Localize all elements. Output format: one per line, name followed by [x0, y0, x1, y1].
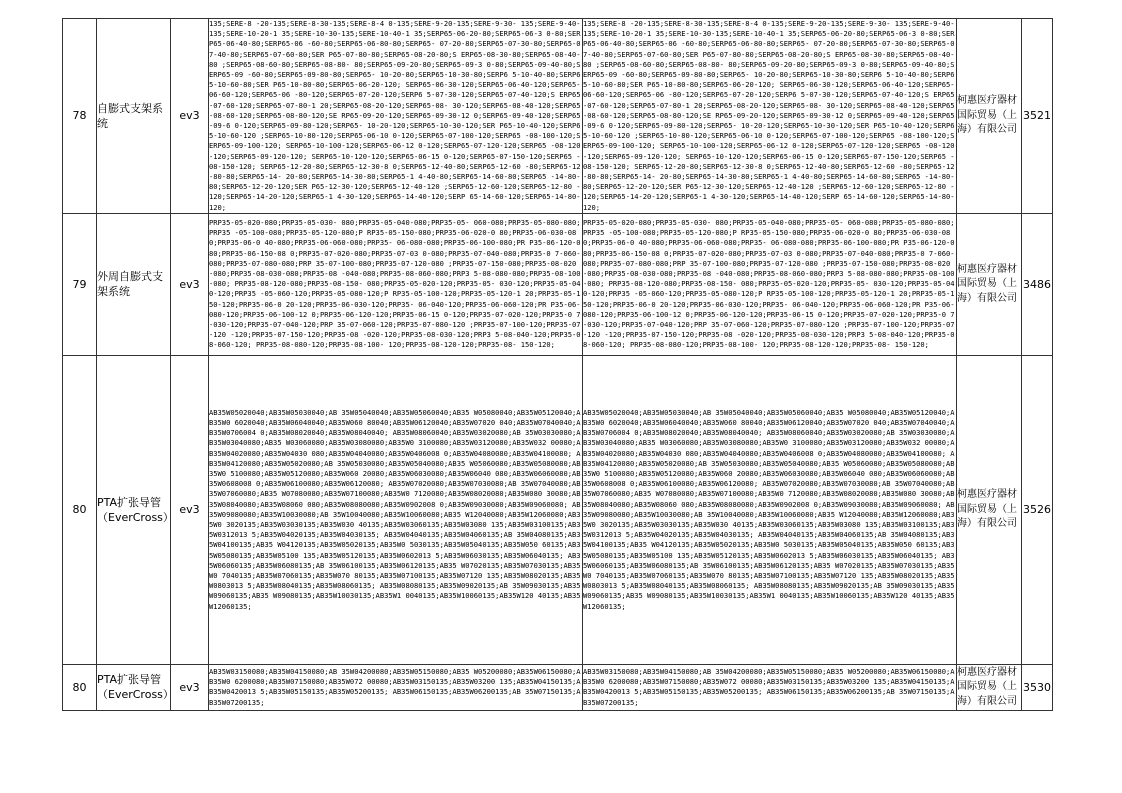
spec-text: PRP35-05-020-080;PRP35-05-030- 080;PRP35-05-040-080;PRP35-05- 060-080;PRP35-05-080-080;PRP35 -05-100-080;PRP35-05-120-080;P RP35-05-150-080;PRP35-06-020-0 80;PRP35-06-030-080;PRP35-06-0 40-080;PRP35-06-060-080;PRP35- 06-080-080;PRP35-06-100-080;PR P35-06-120-080;PRP35-06-150-08 0;PRP35-07-020-080;PRP35-07-03 0-080;PRP35-07-040-080;PRP35-0 7-060-080;PRP35-07-080-080;PRP 35-07-100-080;PRP35-07-120-080 ;PRP35-07-150-080;PRP35-08-020 -080;PRP35-08-030-080;PRP35-08 -040-080;PRP35-08-060-080;PRP3 5-08-080-080;PRP35-08-100-080; PRP35-08-120-080;PRP35-08-150- 080;PRP35-05-020-120;PRP35-05- 030-120;PRP35-05-040-120;PRP35 -05-060-120;PRP35-05-080-120;P RP35-05-100-120;PRP35-05-120-1 20;PRP35-05-150-120;PRP35-06-0 20-120;PRP35-06-030-120;PRP35- 06-040-120;PRP35-06-060-120;PR P35-06-080-120;PRP35-06-100-12 0;PRP35-06-120-120;PRP35-06-15 0-120;PRP35-07-020-120;PRP35-0 7-030-120;PRP35-07-040-120;PRP 35-07-060-120;PRP35-07-080-120 ;PRP35-07-100-120;PRP35-07-120 -120;PRP35-07-150-120;PRP35-08 -020-120;PRP35-08-030-120;PRP3 5-08-040-120;PRP35-08-060-120; PRP35-08-080-120;PRP35-08-100- 120;PRP35-08-120-120;PRP35-08- 150-120; [209, 218, 581, 350]
spec-text: AB35W05020040;AB35W05030040;AB 35W05040040;AB35W05060040;AB35 W05080040;AB35W05120040;AB35W0 6020040;AB35W06040040;AB35W060 80040;AB35W06120040;AB35W07020 040;AB35W07040040;AB35W0706004 0;AB35W08020040;AB35W08040040; AB35W08060040;AB35W03020080;AB 35W03030080;AB35W03040080;AB35 W03060080;AB35W03080080;AB35W0 3100080;AB35W03120080;AB35W032 00080;AB35W04020080;AB35W04030 080;AB35W04040080;AB35W0406008 0;AB35W04080080;AB35W04100080; AB35W04120080;AB35W05020080;AB 35W05030080;AB35W05040080;AB35 W05060080;AB35W05080080;AB35W0 5100080;AB35W05120080;AB35W060 20080;AB35W06030080;AB35W06040 080;AB35W06060080;AB35W0608008 0;AB35W06100080;AB35W06120080; AB35W07020080;AB35W07030080;AB 35W07040080;AB35W07060080;AB35 W07080080;AB35W07100080;AB35W0 7120080;AB35W08020080;AB35W080 30080;AB35W08040080;AB35W08060 080;AB35W08080080;AB35W0902008 0;AB35W09030080;AB35W09060080; AB35W09080080;AB35W10030080;AB 35W10040080;AB35W10060080;AB35 W12040080;AB35W12060080;AB35W0 3020135;AB35W03030135;AB35W030 40135;AB35W03060135;AB35W03080 135;AB35W03100135;AB35W0312013 5;AB35W04020135;AB35W04030135; AB35W04040135;AB35W04060135;AB 35W04080135;AB35W04100135;AB35 W04120135;AB35W05020135;AB35W0 5030135;AB35W05040135;AB35W050 60135;AB35W05080135;AB35W05100 135;AB35W05120135;AB35W0602013 5;AB35W06030135;AB35W06040135; AB35W06060135;AB35W06080135;AB 35W06100135;AB35W06120135;AB35 W07020135;AB35W07030135;AB35W0 7040135;AB35W07060135;AB35W070 80135;AB35W07100135;AB35W07120 135;AB35W08020135;AB35W0803013 5;AB35W08040135;AB35W08060135; AB35W08080135;AB35W09020135;AB 35W09030135;AB35W09060135;AB35 W09080135;AB35W10030135;AB35W1 0040135;AB35W10060135;AB35W120 40135;AB35W12060135; [583, 407, 955, 611]
company-name: 柯惠医疗器材国际贸易（上海）有限公司 [957, 664, 1022, 710]
company-name: 柯惠医疗器材国际贸易（上海）有限公司 [957, 19, 1022, 214]
company-name: 柯惠医疗器材国际贸易（上海）有限公司 [957, 355, 1022, 664]
model-code: ev3 [171, 664, 209, 710]
spec-list [209, 19, 583, 214]
row-number: 80 [63, 355, 97, 664]
product-name: PTA扩张导管（EverCross） [97, 664, 171, 710]
product-name: 外周自膨式支架系统 [97, 213, 171, 355]
registration-number: 3530 [1022, 664, 1053, 710]
spec-text: 135;SERE-8 -20-135;SERE-8-30-135;SERE-8-4 0-135;SERE-9-20-135;SERE-9-30- 135;SERE-9-40-135;SERE-10-20-1 35;SERE-10-30-135;SERE-10-40-1 35;SERP65-06-20-80;SERP65-06-3 0-80;SERP65-06-40-80;SERP65-06 -60-80;SERP65-06-80-80;SERP65- 07-20-80;SERP65-07-30-80;SERP65-07-40-80;SERP65-07-60-80;SER P65-07-80-80;SERP65-08-20-80;S ERP65-08-30-80;SERP65-08-40-80 ;SERP65-08-60-80;SERP65-08-80- 80;SERP65-09-20-80;SERP65-09-3 0-80;SERP65-09-40-80;SERP65-09 -60-80;SERP65-09-80-80;SERP65- 10-20-80;SERP65-10-30-80;SERP6 5-10-40-80;SERP65-10-60-80;SER P65-10-80-80;SERP65-06-20-120; SERP65-06-30-120;SERP65-06-40-120;SERP65-06-60-120;SERP65-06 -80-120;SERP65-07-20-120;SERP6 5-07-30-120;SERP65-07-40-120;S ERP65-07-60-120;SERP65-07-80-1 20;SERP65-08-20-120;SERP65-08- 30-120;SERP65-08-40-120;SERP65 -08-60-120;SERP65-08-80-120;SE RP65-09-20-120;SERP65-09-30-12 0;SERP65-09-40-120;SERP65-09-6 0-120;SERP65-09-80-120;SERP65- 10-20-120;SERP65-10-30-120;SER P65-10-40-120;SERP65-10-60-120 ;SERP65-10-80-120;SERP65-06-10 0-120;SERP65-07-100-120;SERP65 -08-100-120;SERP65-09-100-120; SERP65-10-100-120;SERP65-06-12 0-120;SERP65-07-120-120;SERP65 -08-120-120;SERP65-09-120-120; SERP65-10-120-120;SERP65-06-15 0-120;SERP65-07-150-120;SERP65 -08-150-120; SERP65-12-20-80;SERP65-12-30-8 0;SERP65-12-40-80;SERP65-12-60 -80;SERP65-12-80-80;SERP65-14- 20-80;SERP65-14-30-80;SERP65-1 4-40-80;SERP65-14-60-80;SERP65 -14-80-80;SERP65-12-20-120;SER P65-12-30-120;SERP65-12-40-120 ;SERP65-12-60-120;SERP65-12-80 -120;SERP65-14-20-120;SERP65-1 4-30-120;SERP65-14-40-120;SERP 65-14-60-120;SERP65-14-80-120; [209, 19, 581, 212]
table-row [63, 19, 1053, 214]
row-number: 80 [63, 664, 97, 710]
table-row [63, 355, 1053, 664]
spec-list-repeat [583, 664, 957, 710]
device-registry-table [62, 18, 1053, 711]
spec-text: AB35W05020040;AB35W05030040;AB 35W05040040;AB35W05060040;AB35 W05080040;AB35W05120040;AB35W0 6020040;AB35W06040040;AB35W060 80040;AB35W06120040;AB35W07020 040;AB35W07040040;AB35W0706004 0;AB35W08020040;AB35W08040040; AB35W08060040;AB35W03020080;AB 35W03030080;AB35W03040080;AB35 W03060080;AB35W03080080;AB35W0 3100080;AB35W03120080;AB35W032 00080;AB35W04020080;AB35W04030 080;AB35W04040080;AB35W0406008 0;AB35W04080080;AB35W04100080; AB35W04120080;AB35W05020080;AB 35W05030080;AB35W05040080;AB35 W05060080;AB35W05080080;AB35W0 5100080;AB35W05120080;AB35W060 20080;AB35W06030080;AB35W06040 080;AB35W06060080;AB35W0608008 0;AB35W06100080;AB35W06120080; AB35W07020080;AB35W07030080;AB 35W07040080;AB35W07060080;AB35 W07080080;AB35W07100080;AB35W0 7120080;AB35W08020080;AB35W080 30080;AB35W08040080;AB35W08060 080;AB35W08080080;AB35W0902008 0;AB35W09030080;AB35W09060080; AB35W09080080;AB35W10030080;AB 35W10040080;AB35W10060080;AB35 W12040080;AB35W12060080;AB35W0 3020135;AB35W03030135;AB35W030 40135;AB35W03060135;AB35W03080 135;AB35W03100135;AB35W0312013 5;AB35W04020135;AB35W04030135; AB35W04040135;AB35W04060135;AB 35W04080135;AB35W04100135;AB35 W04120135;AB35W05020135;AB35W0 5030135;AB35W05040135;AB35W050 60135;AB35W05080135;AB35W05100 135;AB35W05120135;AB35W0602013 5;AB35W06030135;AB35W06040135; AB35W06060135;AB35W06080135;AB 35W06100135;AB35W06120135;AB35 W07020135;AB35W07030135;AB35W0 7040135;AB35W07060135;AB35W070 80135;AB35W07100135;AB35W07120 135;AB35W08020135;AB35W0803013 5;AB35W08040135;AB35W08060135; AB35W08080135;AB35W09020135;AB 35W09030135;AB35W09060135;AB35 W09080135;AB35W10030135;AB35W1 0040135;AB35W10060135;AB35W120 40135;AB35W12060135; [209, 407, 581, 611]
model-code: ev3 [171, 355, 209, 664]
spec-list [209, 355, 583, 664]
table-row [63, 213, 1053, 355]
spec-text: 135;SERE-8 -20-135;SERE-8-30-135;SERE-8-4 0-135;SERE-9-20-135;SERE-9-30- 135;SERE-9-40-135;SERE-10-20-1 35;SERE-10-30-135;SERE-10-40-1 35;SERP65-06-20-80;SERP65-06-3 0-80;SERP65-06-40-80;SERP65-06 -60-80;SERP65-06-80-80;SERP65- 07-20-80;SERP65-07-30-80;SERP65-07-40-80;SERP65-07-60-80;SER P65-07-80-80;SERP65-08-20-80;S ERP65-08-30-80;SERP65-08-40-80 ;SERP65-08-60-80;SERP65-08-80- 80;SERP65-09-20-80;SERP65-09-3 0-80;SERP65-09-40-80;SERP65-09 -60-80;SERP65-09-80-80;SERP65- 10-20-80;SERP65-10-30-80;SERP6 5-10-40-80;SERP65-10-60-80;SER P65-10-80-80;SERP65-06-20-120; SERP65-06-30-120;SERP65-06-40-120;SERP65-06-60-120;SERP65-06 -80-120;SERP65-07-20-120;SERP6 5-07-30-120;SERP65-07-40-120;S ERP65-07-60-120;SERP65-07-80-1 20;SERP65-08-20-120;SERP65-08- 30-120;SERP65-08-40-120;SERP65 -08-60-120;SERP65-08-80-120;SE RP65-09-20-120;SERP65-09-30-12 0;SERP65-09-40-120;SERP65-09-6 0-120;SERP65-09-80-120;SERP65- 10-20-120;SERP65-10-30-120;SER P65-10-40-120;SERP65-10-60-120 ;SERP65-10-80-120;SERP65-06-10 0-120;SERP65-07-100-120;SERP65 -08-100-120;SERP65-09-100-120; SERP65-10-100-120;SERP65-06-12 0-120;SERP65-07-120-120;SERP65 -08-120-120;SERP65-09-120-120; SERP65-10-120-120;SERP65-06-15 0-120;SERP65-07-150-120;SERP65 -08-150-120; SERP65-12-20-80;SERP65-12-30-8 0;SERP65-12-40-80;SERP65-12-60 -80;SERP65-12-80-80;SERP65-14- 20-80;SERP65-14-30-80;SERP65-1 4-40-80;SERP65-14-60-80;SERP65 -14-80-80;SERP65-12-20-120;SER P65-12-30-120;SERP65-12-40-120 ;SERP65-12-60-120;SERP65-12-80 -120;SERP65-14-20-120;SERP65-1 4-30-120;SERP65-14-40-120;SERP 65-14-60-120;SERP65-14-80-120; [583, 19, 955, 212]
registration-number: 3521 [1022, 19, 1053, 214]
table-row [63, 664, 1053, 710]
model-code: ev3 [171, 19, 209, 214]
spec-text: AB35W03150080;AB35W04150080;AB 35W04200080;AB35W05150080;AB35 W05200080;AB35W06150080;AB35W0 6200080;AB35W07150080;AB35W072 00080;AB35W03150135;AB35W03200 135;AB35W04150135;AB35W0420013 5;AB35W05150135;AB35W05200135; AB35W06150135;AB35W06200135;AB 35W07150135;AB35W07200135; [209, 666, 581, 707]
row-number: 79 [63, 213, 97, 355]
product-name: PTA扩张导管（EverCross） [97, 355, 171, 664]
product-name: 自膨式支架系统 [97, 19, 171, 214]
registration-number: 3486 [1022, 213, 1053, 355]
spec-list [209, 213, 583, 355]
row-number: 78 [63, 19, 97, 214]
spec-list [209, 664, 583, 710]
spec-list-repeat [583, 213, 957, 355]
spec-list-repeat [583, 355, 957, 664]
spec-text: AB35W03150080;AB35W04150080;AB 35W04200080;AB35W05150080;AB35 W05200080;AB35W06150080;AB35W0 6200080;AB35W07150080;AB35W072 00080;AB35W03150135;AB35W03200 135;AB35W04150135;AB35W0420013 5;AB35W05150135;AB35W05200135; AB35W06150135;AB35W06200135;AB 35W07150135;AB35W07200135; [583, 666, 955, 707]
spec-list-repeat [583, 19, 957, 214]
spec-text: PRP35-05-020-080;PRP35-05-030- 080;PRP35-05-040-080;PRP35-05- 060-080;PRP35-05-080-080;PRP35 -05-100-080;PRP35-05-120-080;P RP35-05-150-080;PRP35-06-020-0 80;PRP35-06-030-080;PRP35-06-0 40-080;PRP35-06-060-080;PRP35- 06-080-080;PRP35-06-100-080;PR P35-06-120-080;PRP35-06-150-08 0;PRP35-07-020-080;PRP35-07-03 0-080;PRP35-07-040-080;PRP35-0 7-060-080;PRP35-07-080-080;PRP 35-07-100-080;PRP35-07-120-080 ;PRP35-07-150-080;PRP35-08-020 -080;PRP35-08-030-080;PRP35-08 -040-080;PRP35-08-060-080;PRP3 5-08-080-080;PRP35-08-100-080; PRP35-08-120-080;PRP35-08-150- 080;PRP35-05-020-120;PRP35-05- 030-120;PRP35-05-040-120;PRP35 -05-060-120;PRP35-05-080-120;P RP35-05-100-120;PRP35-05-120-1 20;PRP35-05-150-120;PRP35-06-0 20-120;PRP35-06-030-120;PRP35- 06-040-120;PRP35-06-060-120;PR P35-06-080-120;PRP35-06-100-12 0;PRP35-06-120-120;PRP35-06-15 0-120;PRP35-07-020-120;PRP35-0 7-030-120;PRP35-07-040-120;PRP 35-07-060-120;PRP35-07-080-120 ;PRP35-07-100-120;PRP35-07-120 -120;PRP35-07-150-120;PRP35-08 -020-120;PRP35-08-030-120;PRP3 5-08-040-120;PRP35-08-060-120; PRP35-08-080-120;PRP35-08-100- 120;PRP35-08-120-120;PRP35-08- 150-120; [583, 218, 955, 350]
model-code: ev3 [171, 213, 209, 355]
registration-number: 3526 [1022, 355, 1053, 664]
company-name: 柯惠医疗器材国际贸易（上海）有限公司 [957, 213, 1022, 355]
